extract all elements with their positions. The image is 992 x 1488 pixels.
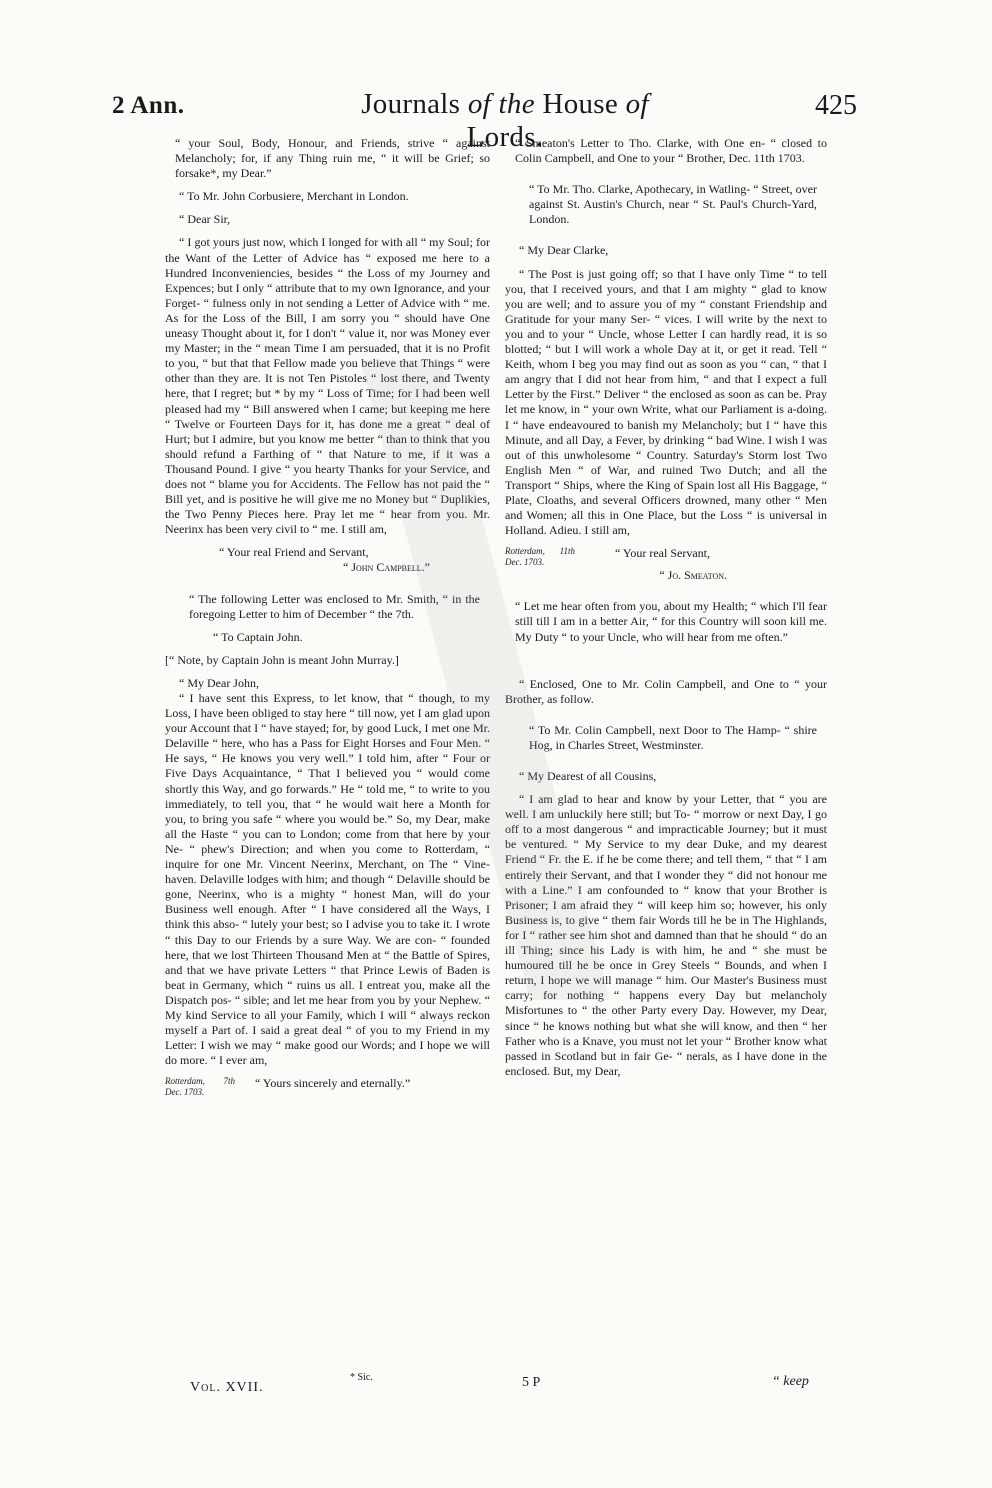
editorial-note: [“ Note, by Captain John is meant John Murray.] bbox=[165, 652, 399, 667]
letter-address: “ To Mr. Colin Campbell, next Door to The Hamp- “ shire Hog, in Charles Street, Westminster. bbox=[529, 722, 817, 752]
page-number: 425 bbox=[815, 90, 857, 121]
enclosure-note: “ Enclosed, One to Mr. Colin Campbell, and One to “ your Brother, as follow. bbox=[505, 676, 827, 706]
title-word: Lords. bbox=[466, 121, 544, 153]
letter-close-row bbox=[165, 1076, 490, 1098]
letter-salutation: “ My Dear Clarke, bbox=[519, 243, 609, 258]
enclosure-note: “ The following Letter was enclosed to Mr. Smith, “ in the foregoing Letter to him of December “ the 7th. bbox=[189, 591, 480, 621]
letter-address: “ To Captain John. bbox=[213, 629, 303, 644]
reign-marker: 2 Ann. bbox=[112, 92, 185, 119]
letter-body: “ I got yours just now, which I longed for with all “ my Soul; for the Want of the Letter of Advice has “ exposed me here to a Hundred Inconveniencies, besides “ the Loss of my Journey and Expences; but I only “ attribute that to my own Ignorance, and your Forget- “ fulness only in not sending a Letter of Advice with “ me. As for the Loss of the Bill, I am sorry you “ should have One uneasy Thought about it, for I don't “ value it, nor was Money ever my Master; in the “ mean Time I am persuaded, that it is no Profit to you, “ but that that Fellow made you believe that Things “ were other than they are. It is not Ten Pistoles “ lost there, and Twenty here, that I regret; but * by my “ Loss of Time; for I had been well pleased had my “ Bill answered when I came; but keeping me here “ Twelve or Fourteen Days for it, has done me a great “ deal of Hurt; but I admire, but you know me better “ than to think that you should refund a Farthing of “ that Nature to me, if it was a Thousand Pound. I give “ you hearty Thanks for your Service, and does not “ blame you for Accidents. The Fellow has not paid the “ Bill yet, and is positive he will give me no Money but “ Duplikies, the Two Penny Pieces here. Pray let me “ hear from you. Mr. Neerinx has been very civil to “ me. I still am, bbox=[165, 235, 490, 537]
place-date: Rotterdam, 11th Dec. 1703. bbox=[505, 546, 575, 568]
letter-closing: “ Your real Friend and Servant, bbox=[219, 545, 369, 560]
letter-close-row bbox=[505, 546, 827, 568]
footnote: * Sic. bbox=[350, 1372, 373, 1383]
letter-body: “ I am glad to hear and know by your Letter, that “ you are well. I am unluckily here still; but To- “ morrow or next Day, I go off to a most dangerous “ and impracticable Journey; but it must be ventured. “ My Service to my dear Duke, and my dearest Friend “ Fr. the E. if he be come there; and tell them, “ that “ I am entirely their Servant, and that I wonder they “ did not honour me with a Line.” I am confounded to “ know that your Brother is Prisoner; I am afraid they “ will keep him so; however, his only Business is, to give “ them fair Words till he be in The Highlands, for I “ rather see him shot and damned than that he should “ do an ill Thing; since his Lady is with him, he and “ she must be humoured till he be once in Grey Steels “ Bounds, and when I return, I hope we will manage “ him. Our Master's Business must carry; for nothing “ happens every Day but melancholy Misfortunes to “ the other Party every Day. However, my Dear, since “ he knows nothing but what she will know, and then “ her Father who is a Knave, you must not let your “ Brother know what passed in Scotland but in fair Ge- “ nerals, as I have done in the enclosed. But, my Dear, bbox=[505, 792, 827, 1078]
catchword: “ keep bbox=[772, 1374, 809, 1389]
right-column bbox=[505, 136, 827, 1079]
continued-text: “ your Soul, Body, Honour, and Friends, strive “ against Melancholy; for, if any Thing ruin me, “ it will be Grief; so forsake*, my Dear.” bbox=[175, 136, 490, 181]
letter-signature: “ Jo. Smeaton. bbox=[659, 568, 727, 583]
title-word: the bbox=[498, 88, 535, 120]
letter-signature: “ John Campbell.” bbox=[343, 560, 430, 575]
letter-body: “ The Post is just going off; so that I have only Time “ to tell you, that I received yours, and that I am mighty “ glad to know you are well; and to assure you of my “ constant Friendship and Gratitude for your many Ser- “ vices. I will write by the next to you and to your “ Uncle, whose Letter I can hardly read, it is so blotted; “ but I will work a whole Day at it, or get it read. Tell “ Keith, whom I beg you may find out as soon as you “ can, “ that I am angry that I did not hear from him, “ and that I expect a full Letter by the First.” Deliver “ the enclosed as soon as can be. Pray let me know, in “ your own Write, what our Parliament is a-doing. I “ have endeavoured to banish my Melancholy; but I “ have this Minute, and all Day, a Fever, by drinking “ bad Wine. I wish I was out of this unwholesome “ Country. Saturday's Storm lost Two English Men “ of War, and ruined Two Dutch; and all the Transport “ Ships, where the King of Spain lost all His Baggage, “ Plate, Cloaths, and several Officers drowned, many other “ Men and Women; all this in One Place, but the Loss “ is universal in Holland. Adieu. I still am, bbox=[505, 266, 827, 538]
left-column bbox=[165, 136, 490, 1098]
title-word: Journals bbox=[361, 88, 461, 120]
letter-closing: “ Yours sincerely and eternally.” bbox=[255, 1076, 411, 1091]
title-word: House bbox=[542, 88, 619, 120]
letter-salutation: “ My Dearest of all Cousins, bbox=[519, 769, 657, 783]
postscript: “ Let me hear often from you, about my Health; “ which I'll fear still till I am in a better Air, “ for this Country will soon kill me. My Duty “ to your Uncle, who will hear from me often.” bbox=[515, 599, 827, 644]
letter-address: “ To Mr. John Corbusiere, Merchant in London. bbox=[179, 189, 409, 204]
letter-address: “ To Mr. Tho. Clarke, Apothecary, in Watling- “ Street, over against St. Austin's Church, near “ St. Paul's Church-Yard, London. bbox=[529, 182, 817, 227]
letter-body: “ I have sent this Express, to let know, that “ though, to my Loss, I have been obliged to stay here “ till now, yet I am glad upon your Account that I “ have stayed; for, by good Luck, I met one Mr. Delaville “ here, who has a Pass for Eight Horses and Four Men. “ He says, “ He knows you very well.” I told him, after “ Four or Five Days Acquaintance, “ That I believed you “ would come shortly this Way, and go forwards.” He “ told me, “ to write to you immediately, to tell you, that “ he would wait here a Month for you, to bring you safe “ where you would be.” So, my Dear, make all the Haste “ you can to London; come from that here by your Ne- “ phew's Direction; and when you come to Rotterdam, “ inquire for one Mr. Vincent Neerinx, Merchant, on The “ Vine-haven. Delaville lodges with him; and though “ Delaville should be gone, Neerinx, who is a mighty “ honest Man, will do your Business well enough. After “ I have considered all the Ways, I think this abso- “ lutely your best; so I advise you to take it. I wrote “ this Day to our Friends by a sure Way. We are con- “ founded here, that we lost Thirteen Thousand Men at “ the Battle of Spires, and that we have private Letters “ that Prince Lewis of Baden is beat in Germany, which “ ruins us all. I entreat you, make all the Dispatch pos- “ sible; and let me hear from you by your Nephew. “ My kind Service to all your Family, which I will “ always reckon myself a Part of. I said a great deal “ of you to my Friend in my Letter: I wish we may “ make good our Words; and I hope we will do more. “ I ever am, bbox=[165, 691, 490, 1068]
letter-salutation: “ Dear Sir, bbox=[179, 212, 231, 227]
letter-salutation: “ My Dear John, bbox=[179, 675, 259, 690]
title-word: of bbox=[467, 88, 491, 120]
place-date: Rotterdam, 7th Dec. 1703. bbox=[165, 1076, 235, 1098]
title-word: of bbox=[625, 88, 649, 120]
letter-closing: “ Your real Servant, bbox=[615, 546, 710, 561]
volume-label: Vol. XVII. bbox=[190, 1380, 264, 1395]
signature-mark: 5 P bbox=[522, 1375, 541, 1390]
heading-note: “ Smeaton's Letter to Tho. Clarke, with One en- “ closed to Colin Campbell, and One to your “ Brother, Dec. 11th 1703. bbox=[515, 136, 827, 166]
